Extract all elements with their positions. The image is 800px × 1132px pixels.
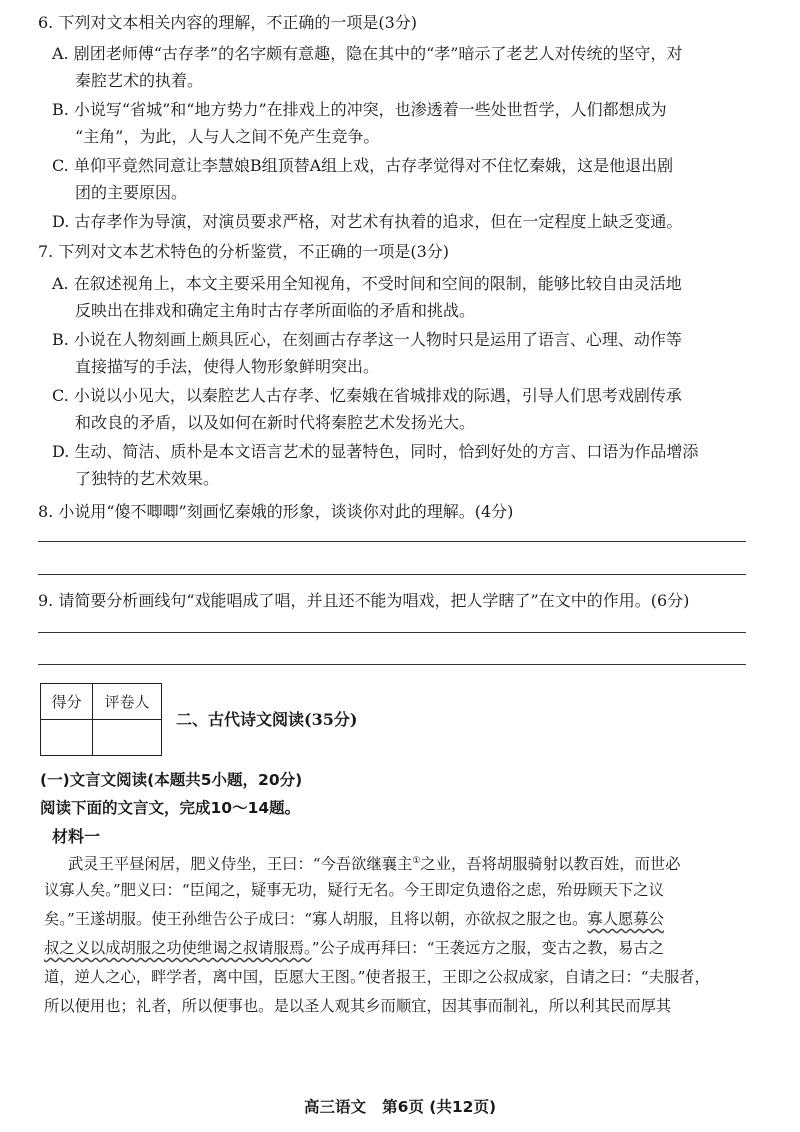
answer-line[interactable] [38, 664, 746, 665]
section-title: 二、古代诗文阅读(35分) [176, 710, 358, 729]
option-7c-line2: 和改良的矛盾，以及如何在新时代将秦腔艺术发扬光大。 [75, 412, 476, 432]
score-cell[interactable] [41, 720, 93, 756]
footnote-marker: ① [412, 856, 421, 866]
answer-line[interactable] [38, 574, 746, 575]
option-6c-line1: C. 单仰平竟然同意让李慧娘B组顶替A组上戏，古存孝觉得对不住忆秦娥，这是他退出剧 [52, 156, 674, 175]
option-7b-line1: B. 小说在人物刻画上颇具匠心，在刻画古存孝这一人物时只是运用了语言、心理、动作等 [52, 330, 682, 349]
wavy-underlined-sentence: 寡人愿募公 [587, 910, 664, 928]
answer-line[interactable] [38, 632, 746, 633]
option-6d-line1: D. 古存孝作为导演，对演员要求严格，对艺术有执着的追求，但在一定程度上缺乏变通。 [52, 212, 683, 231]
classical-line: 所以便用也；礼者，所以便事也。是以圣人观其乡而顺宜，因其事而制礼，所以利其民而厚其 [44, 997, 672, 1015]
option-6a-line1: A. 剧团老师傅“古存孝”的名字颇有意趣，隐在其中的“孝”暗示了老艺人对传统的坚守，对 [52, 44, 683, 63]
question-7-options [52, 272, 762, 493]
option-7b-line2: 直接描写的手法，使得人物形象鲜明突出。 [75, 356, 380, 376]
material-label: 材料一 [52, 827, 101, 846]
option-7a-line2: 反映出在排戏和确定主角时古存孝所面临的矛盾和挑战。 [75, 300, 476, 320]
option-7d-line2: 了独特的艺术效果。 [75, 468, 220, 488]
option-6c-line2: 团的主要原因。 [75, 182, 188, 202]
question-7-stem: 7. 下列对文本艺术特色的分析鉴赏，不正确的一项是(3分) [38, 242, 450, 261]
page-footer: 高三语文 第6页 (共12页) [303, 1098, 497, 1116]
option-7d-line1: D. 生动、简洁、质朴是本文语言艺术的显著特色，同时，恰到好处的方言、口语为作品增添 [52, 442, 699, 461]
subsection-title: (一)文言文阅读(本题共5小题，20分) [40, 771, 303, 789]
question-8-stem: 8. 小说用“傻不唧唧”刻画忆秦娥的形象，谈谈你对此的理解。(4分) [38, 502, 514, 521]
option-6b-line2: “主角”，为此，人与人之间不免产生竞争。 [75, 126, 380, 146]
wavy-underlined-sentence: 叔之义以成胡服之功使绁谒之叔请服焉。 [44, 939, 312, 957]
question-6-options [52, 42, 762, 237]
answer-line[interactable] [38, 541, 746, 542]
score-box [40, 683, 162, 756]
question-9-stem: 9. 请简要分析画线句“戏能唱成了唱，并且还不能为唱戏，把人学瞎了”在文中的作用。(6分) [38, 591, 690, 610]
classical-line: 矣。”王遂胡服。使王孙绁告公子成曰：“寡人胡服，且将以朝，亦欲叔之服之也。寡人愿募公 [44, 910, 664, 928]
option-7c-line1: C. 小说以小见大，以秦腔艺人古存孝、忆秦娥在省城排戏的际遇，引导人们思考戏剧传承 [52, 386, 682, 405]
classical-line: 武灵王平昼闲居，肥义侍坐，王曰：“今吾欲继襄主①之业，吾将胡服骑射以教百姓，而世必 [68, 855, 681, 874]
classical-line: 叔之义以成胡服之功使绁谒之叔请服焉。”公子成再拜曰：“王袭远方之服，变古之教，易古之 [44, 939, 664, 957]
classical-line: 道，逆人之心，畔学者，离中国，臣愿大王图。”使者报王，王即之公叔成家，自请之曰：“夫服者， [44, 968, 710, 986]
option-7a-line1: A. 在叙述视角上，本文主要采用全知视角，不受时间和空间的限制，能够比较自由灵活地 [52, 274, 682, 293]
grader-label: 评卷人 [93, 684, 162, 720]
classical-line: 议寡人矣。”肥义曰：“臣闻之，疑事无功，疑行无名。今王即定负遗俗之虑，殆毋顾天下之议 [44, 881, 664, 899]
score-label: 得分 [41, 684, 93, 720]
classical-text [44, 847, 756, 1021]
grader-cell[interactable] [93, 720, 162, 756]
option-6b-line1: B. 小说写“省城”和“地方势力”在排戏上的冲突，也渗透着一些处世哲学，人们都想成为 [52, 100, 667, 119]
reading-instruction: 阅读下面的文言文，完成10～14题。 [40, 799, 301, 817]
option-6a-line2: 秦腔艺术的执着。 [75, 70, 204, 90]
question-6-stem: 6. 下列对文本相关内容的理解，不正确的一项是(3分) [38, 13, 418, 32]
